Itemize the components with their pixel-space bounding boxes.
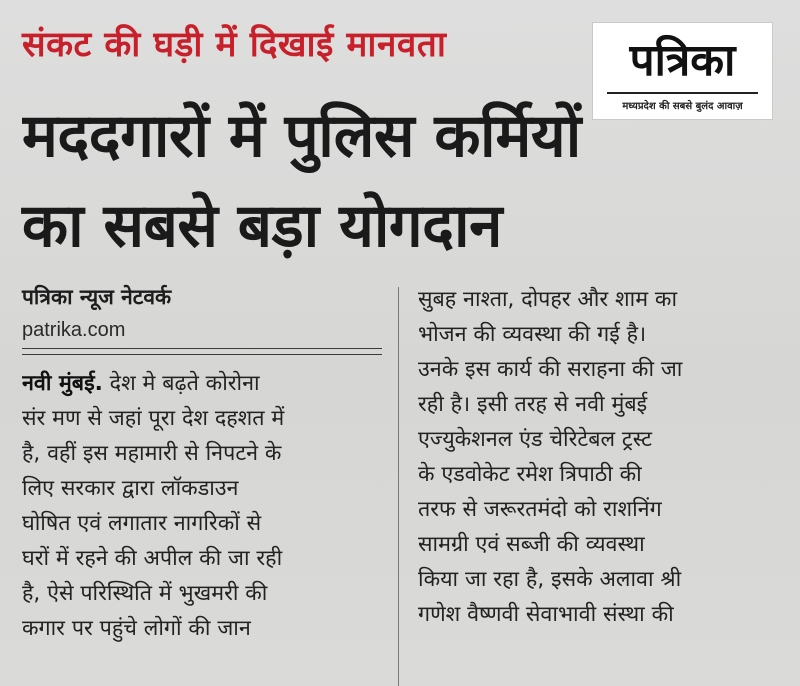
byline: पत्रिका न्यूज नेटवर्क	[22, 285, 172, 309]
body-line: घरों में रहने की अपील की जा रही	[22, 546, 283, 571]
body-line: सामग्री एवं सब्जी की व्यवस्था	[418, 532, 645, 557]
body-line-text: देश मे बढ़ते कोरोना	[102, 371, 260, 396]
body-line: रही है। इसी तरह से नवी मुंबई	[418, 392, 648, 417]
body-line: सुबह नाश्ता, दोपहर और शाम का	[418, 287, 678, 312]
patrika-logo	[592, 22, 773, 120]
body-line: एज्युकेशनल एंड चेरिटेबल ट्रस्ट	[418, 427, 652, 452]
logo-divider	[607, 92, 758, 94]
kicker-headline: संकट की घड़ी में दिखाई मानवता	[22, 25, 447, 65]
website-credit: patrika.com	[22, 319, 126, 341]
body-line: भोजन की व्यवस्था की गई है।	[418, 322, 647, 347]
column-divider	[398, 287, 399, 686]
body-line: गणेश वैष्णवी सेवाभावी संस्था की	[418, 602, 674, 627]
body-line: उनके इस कार्य की सराहना की जा	[418, 357, 683, 382]
logo-tagline: मध्यप्रदेश की सबसे बुलंद आवाज़	[622, 101, 743, 112]
body-line: घोषित एवं लगातार नागरिकों से	[22, 511, 262, 536]
dateline: नवी मुंबई.	[22, 371, 103, 396]
body-line: संर मण से जहां पूरा देश दहशत में	[22, 406, 285, 431]
right-column	[418, 282, 788, 632]
headline-line-2: का सबसे बड़ा योगदान	[22, 191, 502, 261]
body-line: कगार पर पहुंचे लोगों की जान	[22, 616, 251, 641]
body-line: लिए सरकार द्वारा लॉकडाउन	[22, 476, 239, 501]
logo-wordmark: पत्रिका	[629, 35, 736, 86]
body-line: किया जा रहा है, इसके अलावा श्री	[418, 567, 682, 592]
body-line: तरफ से जरूरतमंदो को राशनिंग	[418, 497, 662, 522]
body-line: है, वहीं इस महामारी से निपटने के	[22, 441, 282, 466]
body-line: है, ऐसे परिस्थिति में भुखमरी की	[22, 581, 268, 606]
headline-line-1: मददगारों में पुलिस कर्मियों	[22, 101, 581, 171]
body-line	[22, 366, 384, 401]
body-line: के एडवोकेट रमेश त्रिपाठी की	[418, 462, 642, 487]
byline-rule-top	[22, 348, 382, 349]
byline-rule-bottom	[22, 354, 382, 355]
left-column	[22, 366, 384, 646]
